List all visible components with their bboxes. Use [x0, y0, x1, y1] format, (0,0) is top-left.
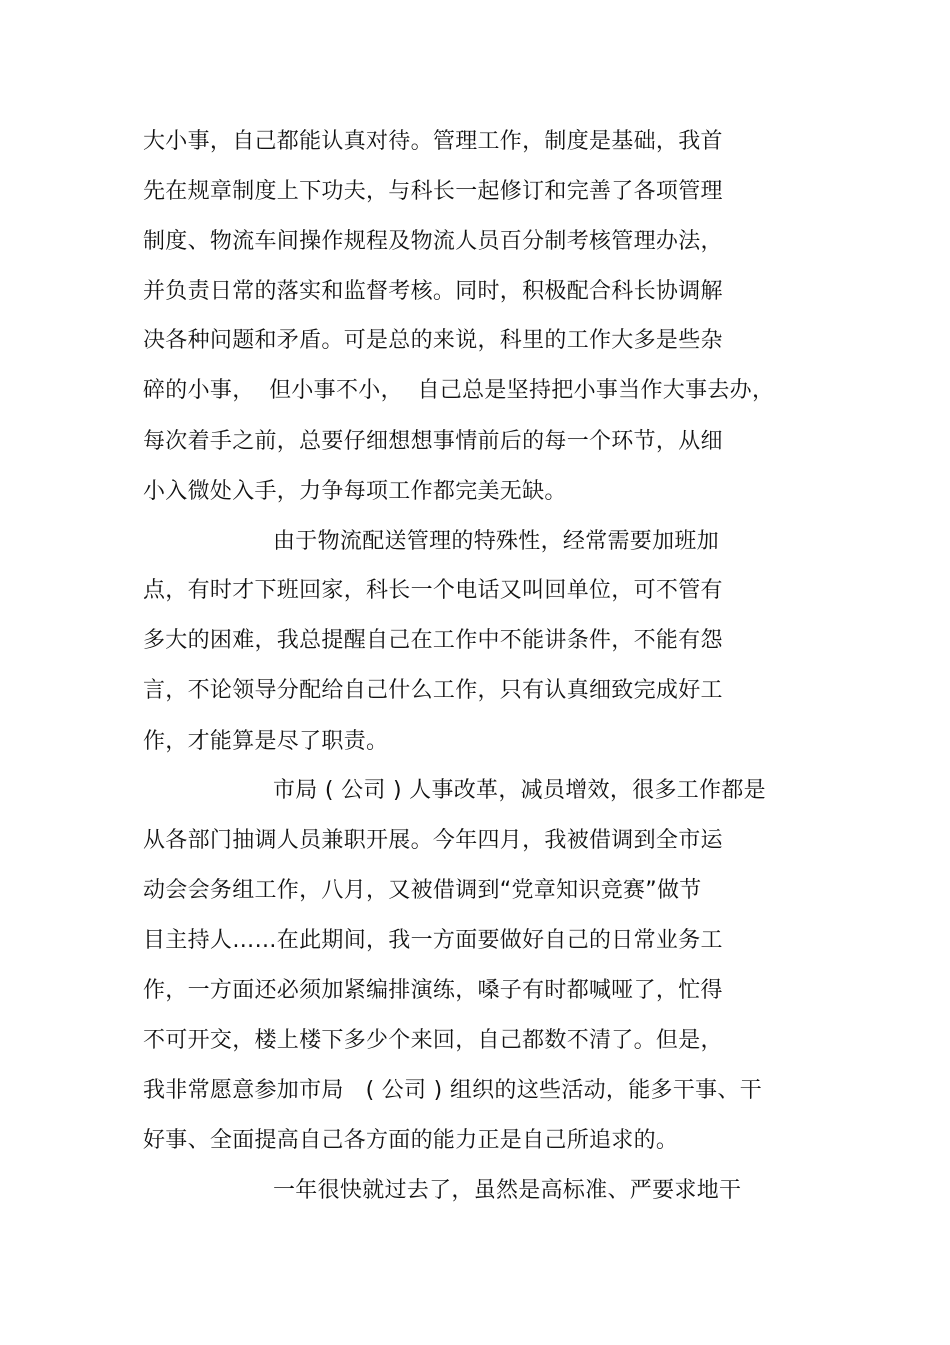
text-line: 并负责日常的落实和监督考核。同时，积极配合科长协调解: [143, 279, 723, 304]
text-line: 多大的困难，我总提醒自己在工作中不能讲条件，不能有怨: [143, 628, 723, 653]
text-line: 从各部门抽调人员兼职开展。今年四月，我被借调到全市运: [143, 828, 723, 853]
text-line: 小入微处入手，力争每项工作都完美无缺。: [143, 479, 567, 504]
text-line: 决各种问题和矛盾。可是总的来说，科里的工作大多是些杂: [143, 328, 723, 353]
text-line: 碎的小事， 但小事不小， 自己总是坚持把小事当作大事去办，: [143, 378, 775, 403]
text-line: 先在规章制度上下功夫，与科长一起修订和完善了各项管理: [143, 179, 723, 204]
text-line: 目主持人……在此期间，我一方面要做好自己的日常业务工: [143, 928, 723, 953]
text-line: 点，有时才下班回家，科长一个电话又叫回单位，可不管有: [143, 578, 723, 603]
text-line: 制度、物流车间操作规程及物流人员百分制考核管理办法，: [143, 229, 723, 254]
text-line: 作，一方面还必须加紧编排演练，嗓子有时都喊哑了，忙得: [143, 978, 723, 1003]
text-line: 每次着手之前，总要仔细想想事情前后的每一个环节，从细: [143, 429, 723, 454]
paragraph-first-line: 市局 ( 公司 ) 人事改革，减员增效，很多工作都是: [273, 778, 766, 803]
text-line: 大小事，自己都能认真对待。管理工作，制度是基础，我首: [143, 129, 723, 154]
text-line: 言，不论领导分配给自己什么工作，只有认真细致完成好工: [143, 678, 723, 703]
text-line: 好事、全面提高自己各方面的能力正是自己所追求的。: [143, 1128, 679, 1153]
text-line: 不可开交，楼上楼下多少个来回，自己都数不清了。但是，: [143, 1028, 723, 1053]
paragraph-first-line: 一年很快就过去了，虽然是高标准、严要求地干: [273, 1178, 742, 1203]
text-line: 动会会务组工作，八月，又被借调到“党章知识竞赛”做节: [143, 878, 702, 903]
text-line: 作，才能算是尽了职责。: [143, 729, 389, 754]
text-line: 我非常愿意参加市局 ( 公司 ) 组织的这些活动，能多干事、干: [143, 1078, 763, 1103]
paragraph-first-line: 由于物流配送管理的特殊性，经常需要加班加: [273, 529, 720, 554]
